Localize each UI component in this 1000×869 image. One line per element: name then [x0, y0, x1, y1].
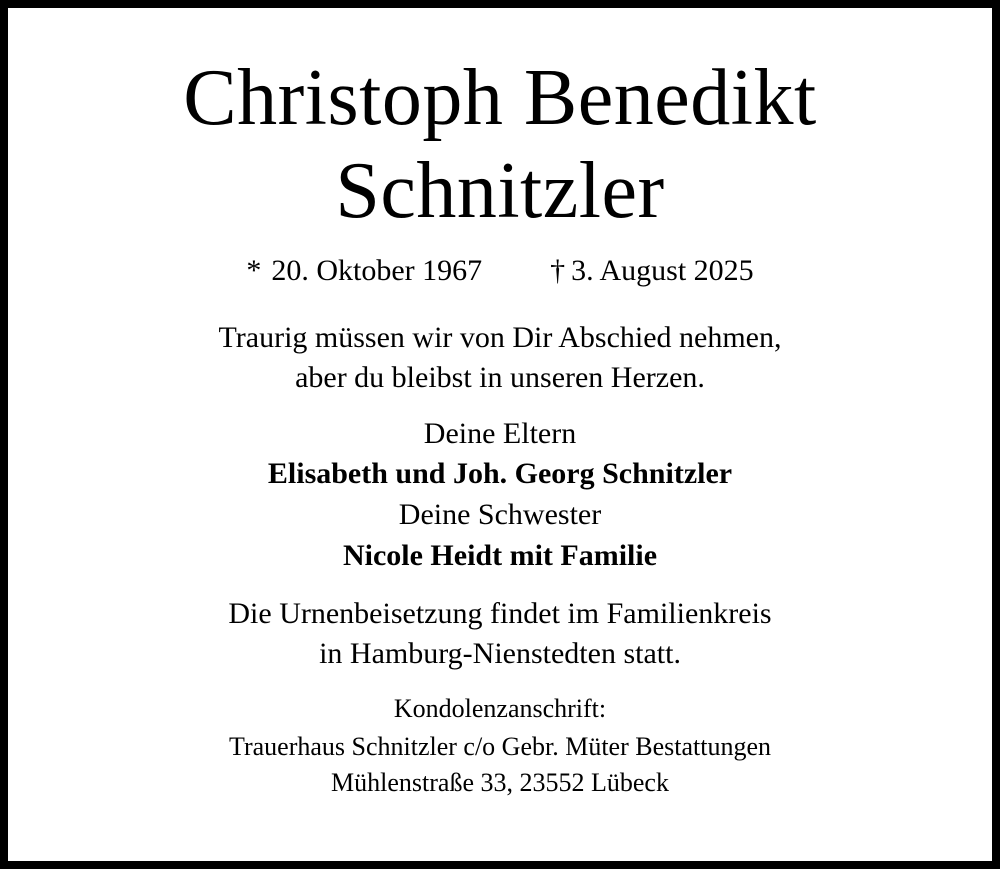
- life-dates: [8, 256, 992, 286]
- birth-date: 20. Oktober 1967: [271, 254, 483, 287]
- verse-line-2: aber du bleibst in unseren Herzen.: [295, 361, 705, 394]
- sister-label: Deine Schwester: [398, 498, 602, 531]
- deceased-name-line-1: Christoph Benedikt: [183, 54, 817, 142]
- condolence-label: Kondolenzanschrift:: [393, 694, 607, 723]
- parents-label: Deine Eltern: [423, 417, 577, 450]
- death-cross-icon: †: [550, 254, 566, 287]
- condolence-address-line-1: Trauerhaus Schnitzler c/o Gebr. Müter Bestattungen: [228, 732, 772, 761]
- condolence-address-line-2: Mühlenstraße 33, 23552 Lübeck: [331, 768, 669, 797]
- verse-line-1: Traurig müssen wir von Dir Abschied nehmen,: [218, 321, 782, 354]
- deceased-name-line-2: Schnitzler: [335, 147, 665, 235]
- burial-line-2: in Hamburg-Nienstedten statt.: [319, 637, 681, 670]
- death-date: 3. August 2025: [571, 254, 754, 287]
- birth-star-icon: *: [246, 254, 262, 287]
- sister-names: Nicole Heidt mit Familie: [342, 539, 658, 572]
- parents-names: Elisabeth und Joh. Georg Schnitzler: [267, 457, 733, 490]
- burial-line-1: Die Urnenbeisetzung findet im Familienkreis: [228, 597, 772, 630]
